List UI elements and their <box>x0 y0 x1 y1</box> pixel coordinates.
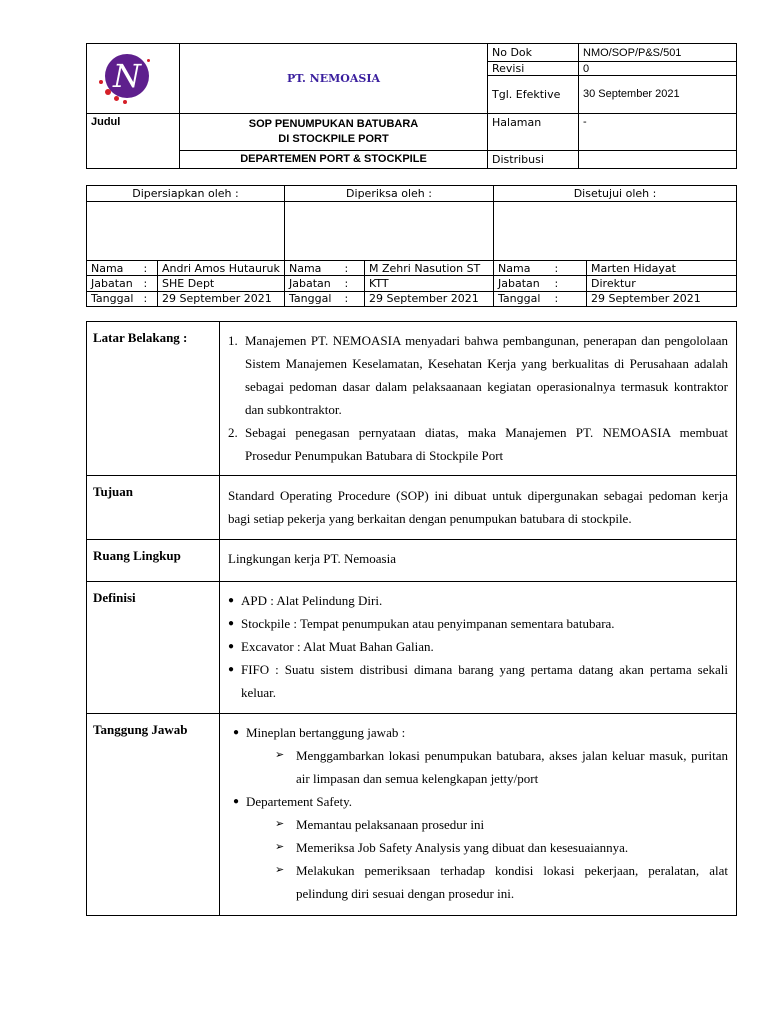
list-text: Memantau pelaksanaan prosedur ini <box>296 817 485 832</box>
tanggal-colon: : <box>551 291 587 306</box>
latar-belakang-body <box>220 322 737 476</box>
latar-belakang-label: Latar Belakang : <box>87 322 220 476</box>
logo-dot <box>99 80 103 84</box>
nama-label: Nama <box>285 261 341 276</box>
ruang-lingkup-text: Lingkungan kerja PT. Nemoasia <box>220 540 737 582</box>
list-item <box>228 790 728 813</box>
bullet-icon: ● <box>228 664 235 675</box>
bullet-icon: ● <box>228 641 235 652</box>
tanggung-jawab-body <box>220 714 737 916</box>
logo-dot <box>123 100 127 104</box>
tujuan-label: Tujuan <box>87 476 220 540</box>
prepared-nama-value: Andri Amos Hutauruk <box>158 261 285 276</box>
document-title-line1: SOP PENUMPUKAN BATUBARA <box>248 117 419 130</box>
list-text: Departement Safety. <box>246 794 352 809</box>
tanggal-label: Tanggal <box>285 291 341 306</box>
approval-table <box>86 185 737 307</box>
list-number: 2. <box>228 425 238 440</box>
prepared-by-heading: Dipersiapkan oleh : <box>87 186 285 202</box>
ruang-lingkup-label: Ruang Lingkup <box>87 540 220 582</box>
approved-nama-value: Marten Hidayat <box>587 261 737 276</box>
tgl-efektive-label: Tgl. Efektive <box>488 76 579 113</box>
bullet-icon: ● <box>228 595 235 606</box>
bullet-icon: ● <box>233 796 240 807</box>
jabatan-label: Jabatan <box>285 276 341 291</box>
approved-tanggal-value: 29 September 2021 <box>587 291 737 306</box>
no-dok-label: No Dok <box>488 44 579 62</box>
checked-jabatan-value: KTT <box>365 276 494 291</box>
no-dok-value: NMO/SOP/P&S/501 <box>579 44 737 62</box>
jabatan-colon: : <box>341 276 365 291</box>
list-item <box>228 421 728 467</box>
logo-dot <box>147 59 150 62</box>
definisi-label: Definisi <box>87 582 220 714</box>
list-number: 1. <box>228 333 238 348</box>
list-text: Mineplan bertanggung jawab : <box>246 725 406 740</box>
list-text: Memeriksa Job Safety Analysis yang dibuat dan kesesuaiannya. <box>296 840 629 855</box>
nama-label: Nama <box>87 261 140 276</box>
tgl-efektive-value: 30 September 2021 <box>579 76 737 113</box>
list-item <box>228 658 728 704</box>
approved-signature-box <box>494 202 737 261</box>
prepared-tanggal-value: 29 September 2021 <box>158 291 285 306</box>
list-text: Stockpile : Tempat penumpukan atau penyimpanan sementara batubara. <box>241 616 615 631</box>
list-text: Melakukan pemeriksaan terhadap kondisi lokasi pekerjaan, peralatan, alat pelindung diri sesuai dengan prosedur ini. <box>296 863 728 901</box>
halaman-value: - <box>579 113 737 150</box>
revisi-label: Revisi <box>488 62 579 76</box>
list-item <box>228 635 728 658</box>
tanggal-label: Tanggal <box>87 291 140 306</box>
nama-label: Nama <box>494 261 551 276</box>
bullet-icon: ● <box>233 727 240 738</box>
distribusi-label: Distribusi <box>488 150 579 168</box>
tanggung-jawab-label: Tanggung Jawab <box>87 714 220 916</box>
sub-list-item <box>228 859 728 905</box>
definisi-body <box>220 582 737 714</box>
list-item <box>228 329 728 421</box>
document-title-line2: DI STOCKPILE PORT <box>278 132 389 145</box>
jabatan-label: Jabatan <box>87 276 140 291</box>
document-title <box>180 113 488 150</box>
nama-colon: : <box>341 261 365 276</box>
logo-letter: N <box>113 57 141 95</box>
jabatan-colon: : <box>551 276 587 291</box>
arrow-bullet-icon: ➢ <box>275 818 285 830</box>
list-text: APD : Alat Pelindung Diri. <box>241 593 383 608</box>
tanggal-colon: : <box>140 291 158 306</box>
arrow-bullet-icon: ➢ <box>275 864 285 876</box>
checked-signature-box <box>285 202 494 261</box>
sub-list-item <box>228 813 728 836</box>
list-text: Excavator : Alat Muat Bahan Galian. <box>241 639 434 654</box>
jabatan-colon: : <box>140 276 158 291</box>
distribusi-value <box>579 150 737 168</box>
halaman-label: Halaman <box>488 113 579 150</box>
arrow-bullet-icon: ➢ <box>275 841 285 853</box>
nama-colon: : <box>551 261 587 276</box>
tanggal-colon: : <box>341 291 365 306</box>
tanggal-label: Tanggal <box>494 291 551 306</box>
sub-list-item <box>228 836 728 859</box>
sub-list-item <box>228 744 728 790</box>
prepared-signature-box <box>87 202 285 261</box>
sop-content-table <box>86 321 737 916</box>
list-text: Manajemen PT. NEMOASIA menyadari bahwa pembangunan, penerapan dan pengololaan Sistem Manajemen Keselamatan, Kesehatan Kerja yang berkualitas di Perusahaan adalah sebagai pedoman dasar dalam pelaksaanaan kegiatan operasionalnya termasuk kontraktor dan subkontraktor. <box>245 333 728 417</box>
bullet-icon: ● <box>228 618 235 629</box>
revisi-value: 0 <box>579 62 737 76</box>
list-text: FIFO : Suatu sistem distribusi dimana barang yang pertama datang akan pertama sekali keluar. <box>241 662 728 700</box>
list-item <box>228 589 728 612</box>
checked-by-heading: Diperiksa oleh : <box>285 186 494 202</box>
arrow-bullet-icon: ➢ <box>275 749 285 761</box>
document-header <box>86 43 737 169</box>
approved-by-heading: Disetujui oleh : <box>494 186 737 202</box>
logo-dot <box>105 89 111 95</box>
list-text: Sebagai penegasan pernyataan diatas, maka Manajemen PT. NEMOASIA membuat Prosedur Penumpukan Batubara di Stockpile Port <box>245 425 728 463</box>
jabatan-label: Jabatan <box>494 276 551 291</box>
checked-tanggal-value: 29 September 2021 <box>365 291 494 306</box>
list-item <box>228 721 728 744</box>
list-text: Menggambarkan lokasi penumpukan batubara, akses jalan keluar masuk, puritan air limpasan dan semua kelengkapan jetty/port <box>296 748 728 786</box>
department-name: DEPARTEMEN PORT & STOCKPILE <box>180 150 488 168</box>
nama-colon: : <box>140 261 158 276</box>
approved-jabatan-value: Direktur <box>587 276 737 291</box>
company-logo <box>87 44 180 114</box>
list-item <box>228 612 728 635</box>
prepared-jabatan-value: SHE Dept <box>158 276 285 291</box>
logo-dot <box>114 96 119 101</box>
checked-nama-value: M Zehri Nasution ST <box>365 261 494 276</box>
judul-label: Judul <box>87 113 180 168</box>
company-name: PT. NEMOASIA <box>180 44 488 114</box>
tujuan-text: Standard Operating Procedure (SOP) ini dibuat untuk dipergunakan sebagai pedoman kerja bagi setiap pekerja yang berkaitan dengan penumpukan batubara di stockpile. <box>220 476 737 540</box>
